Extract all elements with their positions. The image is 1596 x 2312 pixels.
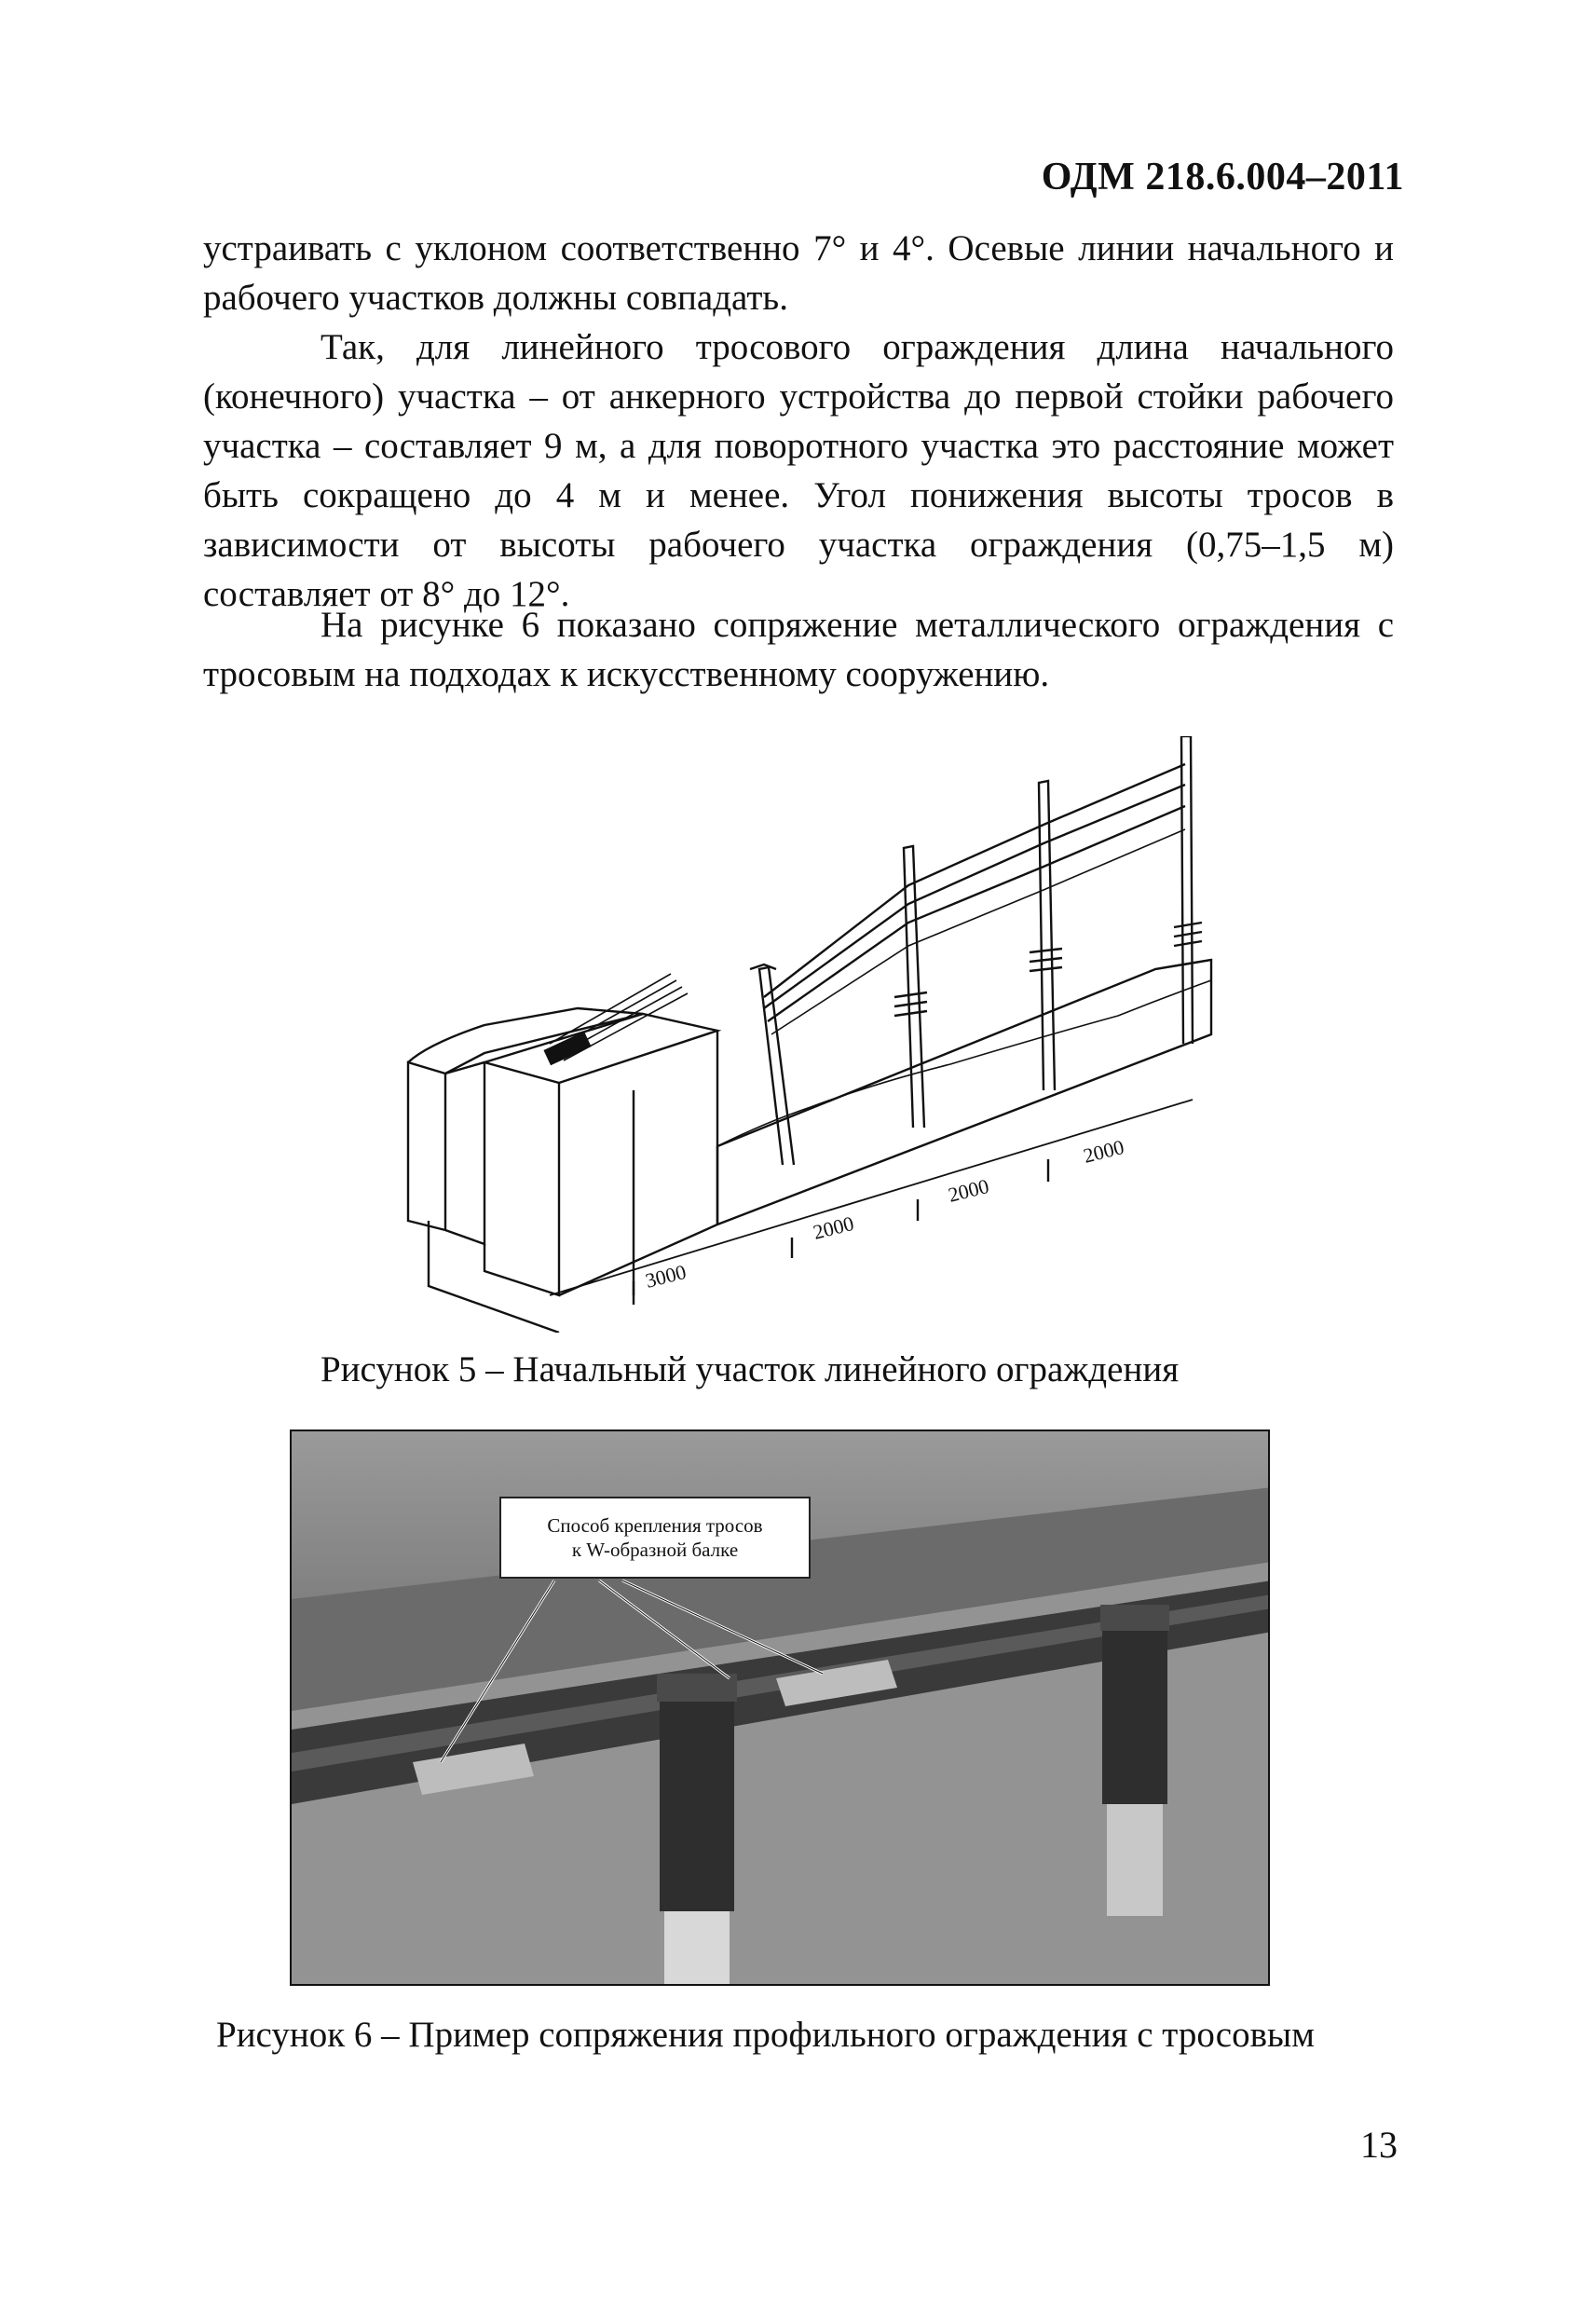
figure-6-caption: Рисунок 6 – Пример сопряжения профильного ограждения с тросовым <box>216 2015 1315 2055</box>
figure-5-caption: Рисунок 5 – Начальный участок линейного ограждения <box>321 1349 1180 1389</box>
paragraph-3: На рисунке 6 показано сопряжение металлического ограждения с тросовым на подходах к искусственному сооружению. <box>203 605 1394 694</box>
callout-line-1: Способ крепления тросов <box>547 1514 763 1537</box>
paragraph-1: устраивать с уклоном соответственно 7° и 4°. Осевые линии начального и рабочего участков должны совпадать. <box>203 228 1394 318</box>
dimension-2000-a: 2000 <box>811 1211 856 1244</box>
page-number: 13 <box>1360 2124 1398 2166</box>
paragraph-2: Так, для линейного тросового ограждения длина начального (конечного) участка – от анкерного устройства до первой стойки рабочего участка – составляет 9 м, а для поворотного участка это расстояние может быть сокращено до 4 м и менее. Угол понижения высоты тросов в зависимости от высоты рабочего участка ограждения (0,75–1,5 м) составляет от 8° до 12°. <box>203 327 1394 614</box>
figure-5-drawing <box>391 736 1248 1333</box>
dimension-3000: 3000 <box>643 1259 689 1293</box>
dimension-2000-c: 2000 <box>1081 1134 1126 1168</box>
dimension-2000-b: 2000 <box>946 1173 991 1207</box>
document-code: ОДМ 218.6.004–2011 <box>1041 156 1404 198</box>
figure-6-callout <box>499 1497 811 1579</box>
callout-line-2: к W-образной балке <box>571 1539 739 1561</box>
